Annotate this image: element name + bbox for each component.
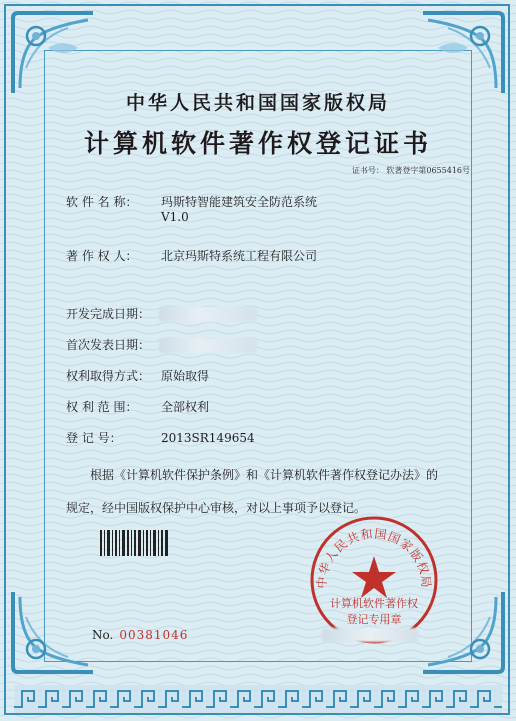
field-label: 开发完成日期： [66, 307, 151, 321]
field-dev-completion-date [66, 306, 158, 322]
redacted-date [322, 628, 418, 642]
field-value-version: V1.0 [161, 210, 189, 224]
field-label: 权 利 范 围： [66, 400, 138, 414]
greek-key-border [14, 685, 502, 713]
field-software-name [66, 194, 318, 224]
corner-ornament-icon [8, 8, 98, 98]
field-label: 登 记 号： [66, 431, 122, 445]
issuer-heading: 中华人民共和国国家版权局 [125, 92, 390, 114]
field-first-publish-date [66, 337, 158, 353]
field-rights-scope [66, 399, 210, 415]
seal-text-line2: 登记专用章 [346, 613, 402, 626]
barcode-icon [100, 530, 168, 556]
field-value: 全部权利 [161, 400, 210, 414]
field-registration-number [66, 430, 255, 446]
body-text-line1: 根据《计算机软件保护条例》和《计算机软件著作权登记办法》的 [90, 468, 439, 482]
corner-ornament-icon [8, 587, 98, 677]
field-value: 北京玛斯特系统工程有限公司 [161, 249, 318, 263]
serial-value: 00381046 [119, 628, 189, 642]
field-value: 2013SR149654 [161, 431, 255, 445]
field-value: 原始取得 [161, 369, 210, 383]
field-acquisition-method [66, 368, 210, 384]
field-copyright-owner [66, 248, 318, 264]
certificate-number: 证书号： 软著登字第0655416号 [351, 166, 470, 175]
seal-text-line1: 计算机软件著作权 [330, 597, 418, 610]
field-label: 首次发表日期： [66, 338, 151, 352]
field-label: 权利取得方式： [66, 369, 151, 383]
redacted-value [159, 338, 257, 353]
field-value: 玛斯特智能建筑安全防范系统 [161, 195, 318, 209]
certificate-title: 计算机软件著作权登记证书 [83, 129, 432, 158]
corner-ornament-icon [418, 8, 508, 98]
serial-prefix: No. [92, 628, 114, 642]
body-text-line2: 规定，经中国版权保护中心审核，对以上事项予以登记。 [66, 501, 367, 515]
serial-number [92, 628, 188, 642]
field-label: 软 件 名 称： [66, 195, 138, 209]
field-label: 著 作 权 人： [66, 249, 138, 263]
redacted-value [159, 307, 257, 322]
seal-arc-text: 中华人民共和国国家版权局 [314, 526, 434, 590]
